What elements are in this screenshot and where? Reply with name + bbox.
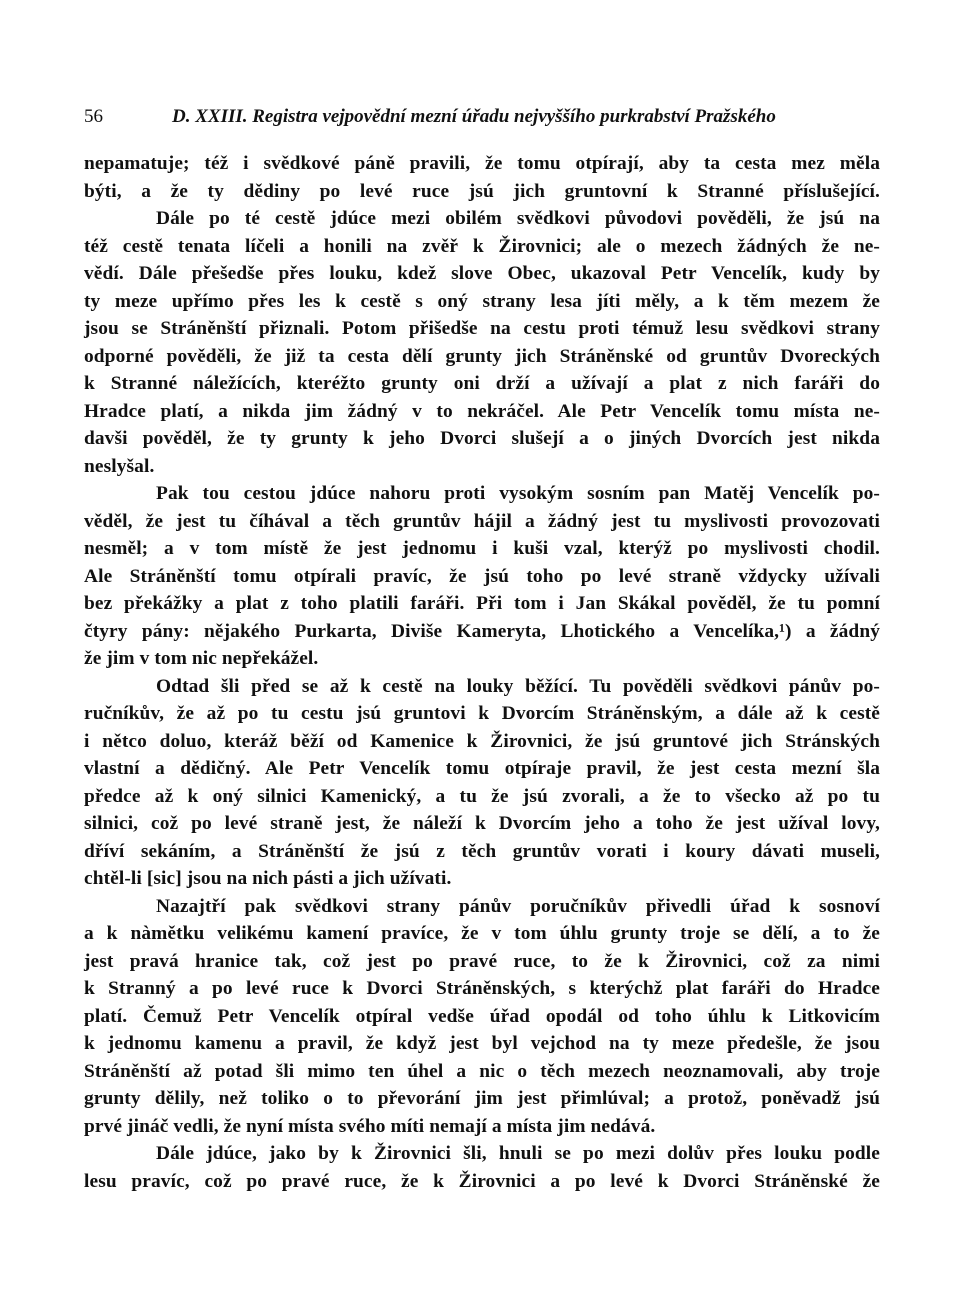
- text-line: jsou se Stráněnští přiznali. Potom přišedše na cestu proti témuž lesu svědkovi strany: [84, 318, 880, 339]
- text-line: silnici, což po levé straně jest, že náleží k Dvorcím jeho a toho že jest užíval lovy,: [84, 813, 880, 834]
- text-line: vlastní a dědičný. Ale Petr Vencelík tomu otpíraje pravil, že jest cesta mezní šla: [84, 758, 880, 779]
- text-line: k jednomu kamenu a pravil, že když jest byl vejchod na ty meze předešle, že jsou: [84, 1033, 880, 1054]
- text-line: jest pravá hranice tak, což jest po pravé ruce, to že k Žirovnici, což za nimi: [84, 950, 880, 972]
- text-line: Odtad šli před se až k cestě na louky běžící. Tu pověděli svědkovi pánův po-: [156, 675, 880, 697]
- text-line: Nazajtří pak svědkovi strany pánův poručníkův přivedli úřad k sosnoví: [156, 895, 880, 917]
- text-line: k Stranný a po levé ruce k Dvorci Stráněnských, s kterýchž plat faráři do Hradce: [84, 978, 880, 999]
- text-line: prvé jináč vedli, že nyní místa svého míti nemají a místa jim nedává.: [84, 1115, 656, 1137]
- text-line: nesměl; a v tom místě že jest jednomu i kuši vzal, kterýž po myslivosti chodil.: [84, 538, 880, 559]
- text-line: chtěl-li [sic] jsou na nich pásti a jich užívati.: [84, 868, 452, 889]
- text-line: dříví sekáním, a Stráněnští že jsú z těch gruntův vorati i koury dávati museli,: [84, 840, 880, 862]
- text-line: k Stranné náležících, kteréžto grunty oni drží a užívají a plat z nich faráři do: [84, 373, 880, 394]
- page-number: 56: [84, 106, 103, 127]
- body-text: [84, 150, 880, 1195]
- text-line: býti, a že ty dědiny po levé ruce jsú jich gruntovní k Stranné příslušející.: [84, 180, 880, 202]
- text-line: ručníkův, že až po tu cestu jsú gruntovi k Dvorcím Stráněnským, a dále až k cestě: [84, 703, 880, 724]
- text-line: též cestě tenata líčeli a honili na zvěř k Žirovnici; ale o mezech žádných že ne-: [84, 235, 880, 257]
- text-line: platí. Čemuž Petr Vencelík otpíral vedše úřad opodál od toho úhlu k Litkovicím: [84, 1005, 880, 1027]
- running-head: [84, 102, 880, 132]
- text-line: Ale Stráněnští tomu otpírali pravíc, že jsú toho po levé straně vždycky užívali: [84, 565, 880, 587]
- text-line: Hradce platí, a nikda jim žádný v to nekráčel. Ale Petr Vencelík tomu místa ne-: [84, 400, 880, 422]
- text-line: Dále jdúce, jako by k Žirovnici šli, hnuli se po mezi dolův přes louku podle: [156, 1143, 880, 1164]
- text-line: Pak tou cestou jdúce nahoru proti vysokým sosním pan Matěj Vencelík po-: [156, 483, 880, 504]
- running-title: D. XXIII. Registra vejpovědní mezní úřadu nejvyššího purkrabství Pražského: [172, 106, 776, 127]
- text-line: čtyry pány: nějakého Purkarta, Diviše Kameryta, Lhotického a Vencelíka,¹) a žádný: [84, 620, 880, 642]
- text-line: předce až k oný silnici Kamenický, a tu že jsú zvorali, a že to všecko až po tu: [84, 785, 880, 807]
- text-line: neslyšal.: [84, 455, 155, 477]
- text-line: lesu pravíc, což po pravé ruce, že k Žirovnici a po levé k Dvorci Stráněnské že: [84, 1170, 880, 1192]
- text-line: že jim v tom nic nepřekážel.: [84, 648, 319, 669]
- text-line: odporné pověděli, že již ta cesta dělí grunty jich Stráněnské od gruntův Dvoreckých: [84, 345, 880, 367]
- text-line: věděl, že jest tu číhával a těch gruntův hájil a žádný jest tu myslivosti provozovati: [84, 510, 880, 532]
- text-line: Stráněnští až potad šli mimo ten úhel a nic o těch mezech neoznamovali, aby troje: [84, 1060, 880, 1082]
- text-line: davši pověděl, že ty grunty k jeho Dvorci slušejí a o jiných Dvorcích jest nikda: [84, 428, 880, 449]
- text-line: a k nàmětku velikému kamení pravíce, že v tom úhlu grunty troje se dělí, a to že: [84, 923, 880, 944]
- text-line: Dále po té cestě jdúce mezi obilém svědkovi původovi pověděli, že jsú na: [156, 208, 880, 229]
- text-line: bez překážky a plat z toho platili faráři. Při tom i Jan Skákal pověděl, že tu pomní: [84, 593, 880, 614]
- text-line: grunty dělily, než toliko o to převorání jim jest přimlúval; a protož, poněvadž jsú: [84, 1088, 880, 1109]
- text-line: vědí. Dále přešedše přes louku, kdež slove Obec, ukazoval Petr Vencelík, kudy by: [84, 263, 880, 284]
- text-line: i nětco doluo, kteráž běží od Kamenice k Žirovnici, že jsú gruntové jich Stránských: [84, 730, 880, 752]
- text-line: nepamatuje; též i svědkové páně pravili, že tomu otpírají, aby ta cesta mez měla: [84, 153, 880, 174]
- text-line: ty meze upřímo přes les k cestě s oný strany lesa jíti měly, a k těm mezem že: [84, 290, 880, 312]
